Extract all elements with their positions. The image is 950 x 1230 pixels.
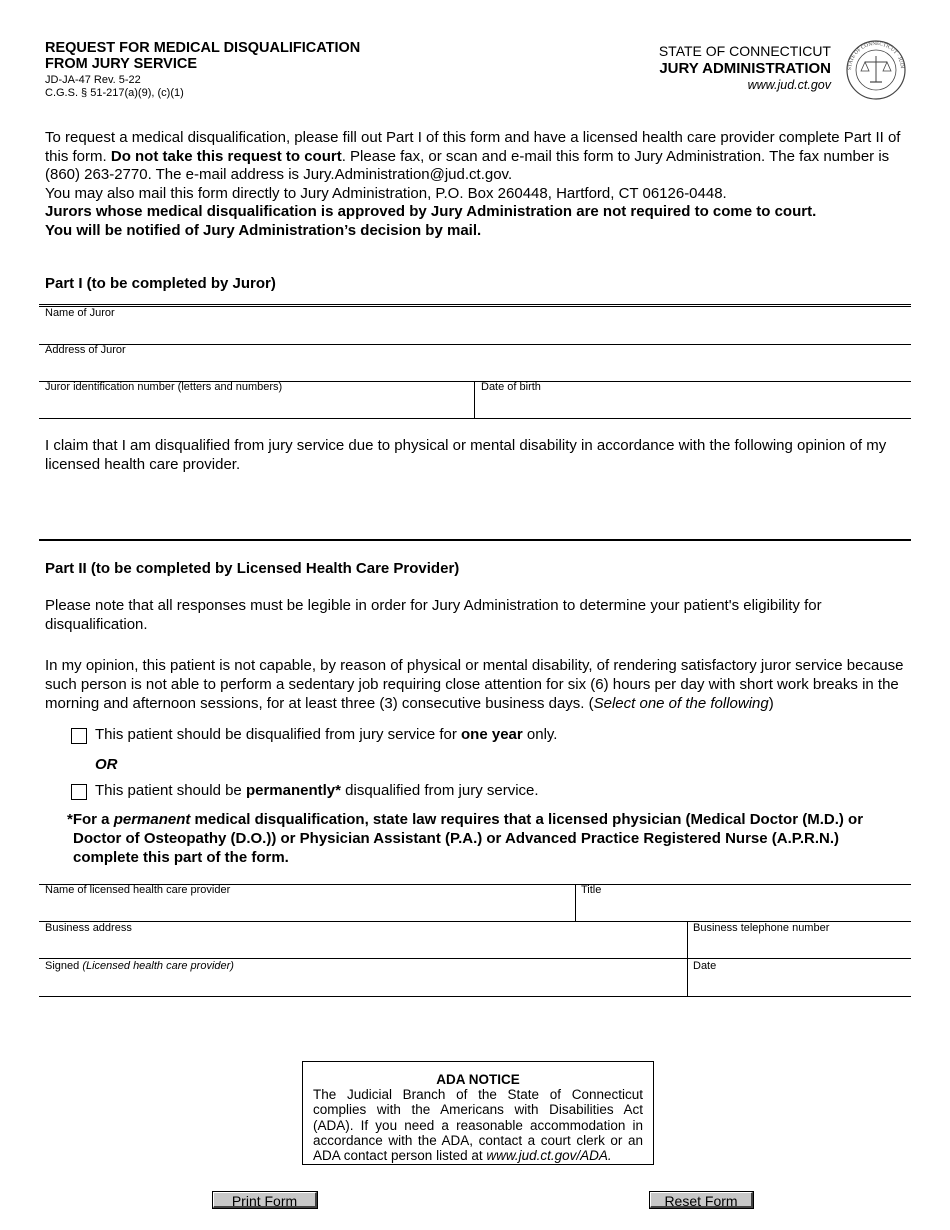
provider-title-label: Title bbox=[581, 884, 602, 896]
legibility-note: Please note that all responses must be legible in order for Jury Administration to determine your patient's eligibility for disqualification. bbox=[45, 597, 822, 633]
juror-address-label: Address of Juror bbox=[45, 344, 126, 356]
agency-name: JURY ADMINISTRATION bbox=[659, 60, 831, 77]
agency-block bbox=[659, 43, 831, 94]
juror-name-field[interactable] bbox=[40, 320, 910, 344]
state-name: STATE OF CONNECTICUT bbox=[658, 43, 831, 59]
one-year-checkbox[interactable] bbox=[71, 728, 87, 744]
provider-title-field[interactable] bbox=[577, 898, 910, 921]
provider-name-field[interactable] bbox=[40, 898, 573, 921]
permanent-option-label: This patient should be permanently* disqualified from jury service. bbox=[95, 782, 539, 799]
form-number: JD-JA-47 Rev. 5-22 bbox=[45, 74, 141, 86]
date-label: Date bbox=[693, 960, 717, 972]
dob-label: Date of birth bbox=[481, 381, 541, 393]
permanent-checkbox[interactable] bbox=[71, 784, 87, 800]
judicial-seal-icon bbox=[842, 39, 910, 101]
juror-address-field[interactable] bbox=[40, 358, 910, 381]
business-address-label: Business address bbox=[45, 922, 132, 934]
juror-id-label: Juror identification number (letters and numbers) bbox=[45, 381, 283, 393]
or-separator: OR bbox=[95, 756, 118, 773]
instructions: To request a medical disqualification, please fill out Part I of this form and have a licensed health care provider complete Part II of this form. Do not take this request to court. Please fax, or scan and e-mail this form to Jury Administration. The fax number is (860) 263-2770. The e-mail address is Jury.Administration@jud.ct.gov. You may also mail this form directly to Jury Administration, P.O. Box 260448, Hartford, CT 06126-0448. Jurors whose medical disqualification is approved by Jury Administration are not required to come to court. You will be notified of Jury Administration’s decision by mail. bbox=[45, 129, 901, 239]
ada-link[interactable]: www.jud.ct.gov/ADA. bbox=[486, 1148, 612, 1164]
dob-field[interactable] bbox=[476, 395, 910, 418]
juror-name-label: Name of Juror bbox=[45, 307, 115, 319]
print-form-button[interactable]: Print Form bbox=[213, 1192, 317, 1208]
provider-name-label: Name of licensed health care provider bbox=[45, 884, 231, 896]
ada-notice-body: The Judicial Branch of the State of Connecticut complies with the Americans with Disabilities Act (ADA). If you need a reasonable accommodation in accordance with the ADA, contact a court clerk or an ADA contact person listed at www.jud.ct.gov/ADA. bbox=[313, 1087, 643, 1164]
business-address-field[interactable] bbox=[40, 936, 685, 958]
signature-field[interactable] bbox=[40, 974, 685, 996]
business-phone-field[interactable] bbox=[689, 936, 910, 958]
business-phone-label: Business telephone number bbox=[693, 922, 830, 934]
signature-label: Signed (Licensed health care provider) bbox=[45, 960, 234, 972]
permanent-footnote: *For a permanent medical disqualification, state law requires that a licensed physician (Medical Doctor (M.D.) or Doctor of Osteopathy (D.O.)) or Physician Assistant (P.A.) or Advanced Practice Registered Nurse (A.P.R.N.) complete this part of the form. bbox=[67, 811, 864, 866]
statute-reference: C.G.S. § 51-217(a)(9), (c)(1) bbox=[45, 87, 184, 99]
form-title: REQUEST FOR MEDICAL DISQUALIFICATION FROM JURY SERVICE bbox=[45, 40, 361, 72]
date-field[interactable] bbox=[689, 974, 910, 996]
reset-form-button[interactable]: Reset Form bbox=[650, 1192, 753, 1208]
part1-title: Part I (to be completed by Juror) bbox=[45, 275, 276, 292]
disability-claim: I claim that I am disqualified from jury service due to physical or mental disability in accordance with the following opinion of my licensed health care provider. bbox=[45, 437, 887, 473]
ada-notice bbox=[302, 1061, 654, 1165]
divider bbox=[39, 304, 911, 307]
provider-opinion: In my opinion, this patient is not capable, by reason of physical or mental disability, of rendering satisfactory juror service because such person is not able to perform a sedentary job requiring close attention for six (6) hours per day with short work breaks in the morning and afternoon sessions, for at least three (3) consecutive business days. (Select one of the following) bbox=[45, 657, 904, 712]
juror-id-field[interactable] bbox=[40, 395, 472, 418]
one-year-option-label: This patient should be disqualified from jury service for one year only. bbox=[95, 726, 558, 743]
part2-title: Part II (to be completed by Licensed Health Care Provider) bbox=[45, 560, 460, 577]
ada-notice-title: ADA NOTICE bbox=[436, 1072, 520, 1087]
section-divider bbox=[39, 539, 911, 541]
website: www.jud.ct.gov bbox=[747, 78, 831, 92]
seal-text: STATE OF CONNECTICUT · JUDI bbox=[846, 40, 905, 71]
